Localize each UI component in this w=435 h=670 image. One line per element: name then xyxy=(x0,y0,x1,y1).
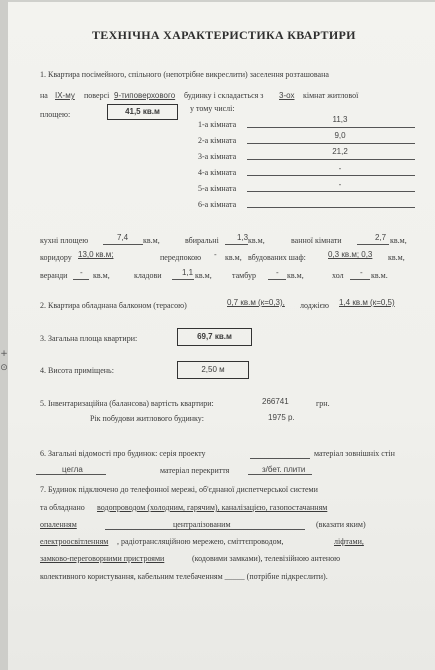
closets-label: вбудованих шаф: xyxy=(248,253,306,262)
kitchen-label: кухні площею xyxy=(40,236,89,245)
s7-line6: колективного користування, кабельним телебаченням _____ (потрібне підкреслити). xyxy=(40,572,328,581)
living-area-label: площею: xyxy=(40,110,71,119)
kvm-unit: кв.м, xyxy=(388,253,405,262)
project-series-line xyxy=(250,458,310,459)
rooms-count-label: кімнат житлової xyxy=(303,91,359,100)
closets-value: 0,3 кв.м; 0,3 xyxy=(328,250,373,259)
slab-material-line xyxy=(248,474,312,475)
hall-cold-line xyxy=(350,279,370,280)
plus-icon[interactable]: + xyxy=(0,349,8,359)
height-box: 2,50 м xyxy=(177,361,249,379)
building-label: будинку і складається з xyxy=(184,91,264,100)
kvm-unit: кв.м, xyxy=(143,236,160,245)
veranda-line xyxy=(73,279,89,280)
kvm-unit: кв.м, xyxy=(248,236,265,245)
page-title: ТЕХНІЧНА ХАРАКТЕРИСТИКА КВАРТИРИ xyxy=(92,28,356,42)
veranda-value: - xyxy=(80,268,83,277)
year-value: 1975 р. xyxy=(268,413,295,422)
corridor-label: коридору xyxy=(40,253,72,262)
currency-label: грн. xyxy=(316,399,330,408)
room-line xyxy=(247,143,415,144)
pantry-line xyxy=(172,279,194,280)
s2-label: 2. Квартира обладнана балконом (терасою) xyxy=(40,301,187,310)
s7-lifts: ліфтами, xyxy=(334,537,364,546)
room-label: 5-а кімната xyxy=(198,184,237,193)
s1-na: на xyxy=(40,91,48,100)
room-line xyxy=(247,159,415,160)
living-area-box: 41,5 кв.м xyxy=(107,104,178,120)
hall-cold-value: - xyxy=(360,268,363,277)
wall-material-label: матеріал зовнішніх стін xyxy=(314,449,395,458)
including-label: у тому числі: xyxy=(190,104,235,113)
slab-material-label: матеріал перекриття xyxy=(160,466,230,475)
total-area-box: 69,7 кв.м xyxy=(177,328,252,346)
balcony-value: 0,7 кв.м (к=0,3), xyxy=(227,298,285,307)
veranda-label: веранди xyxy=(40,271,68,280)
vestibule-label: тамбур xyxy=(232,271,256,280)
vestibule-line xyxy=(268,279,286,280)
s6-label: 6. Загальні відомості про будинок: серія проекту xyxy=(40,449,206,458)
inventory-value-label: 5. Інвентаризаційна (балансова) вартість квартири: xyxy=(40,399,214,408)
s1-line1: 1. Квартира посімейного, спільного (непотрібне викреслити) заселення розташована xyxy=(40,70,329,79)
kvm-unit: кв.м, xyxy=(93,271,110,280)
floor-value: IX-му xyxy=(55,91,75,100)
room-value: 21,2 xyxy=(332,147,348,156)
bath-line xyxy=(357,244,389,245)
loggia-label: лоджією xyxy=(300,301,329,310)
room-line xyxy=(247,191,415,192)
pantry-value: 1,1 xyxy=(182,268,194,277)
s7-line2a: та обладнано xyxy=(40,503,85,512)
kitchen-value: 7,4 xyxy=(117,233,129,242)
toilet-value: 1,3 xyxy=(237,233,249,242)
slab-material-value: з/бет. плити xyxy=(262,465,306,474)
floor-label: поверсі xyxy=(84,91,110,100)
s7-line5b: (кодовими замками), телевізійною антеною xyxy=(192,554,341,563)
storeys-value: 9-типоверхового xyxy=(114,91,176,100)
room-label: 2-а кімната xyxy=(198,136,237,145)
s7-line4b: , радіотрансляційною мережею, сміттєпроводом, xyxy=(117,537,284,546)
toilet-line xyxy=(225,244,248,245)
vestibule-value: - xyxy=(276,268,279,277)
s7-heating-type: централізованим xyxy=(173,520,231,529)
s7-intercom: замково-переговорними пристроями xyxy=(40,554,165,563)
room-label: 6-а кімната xyxy=(198,200,237,209)
corridor-value: 13,0 кв.м; xyxy=(78,250,114,259)
kvm-unit: кв.м, xyxy=(225,253,242,262)
bath-value: 2,7 xyxy=(375,233,387,242)
room-value: 11,3 xyxy=(332,115,348,124)
bath-label: ванної кімнати xyxy=(291,236,342,245)
room-label: 4-а кімната xyxy=(198,168,237,177)
loggia-value: 1,4 кв.м (к=0,5) xyxy=(339,298,395,307)
kvm-unit: кв.м. xyxy=(371,271,388,280)
kitchen-line xyxy=(103,244,143,245)
rooms-count-value: 3-ох xyxy=(279,91,295,100)
hall-label: передпокою xyxy=(160,253,202,262)
viewer-edge xyxy=(0,0,8,670)
wall-material-value: цегла xyxy=(62,465,83,474)
kvm-unit: кв.м, xyxy=(390,236,407,245)
room-label: 1-а кімната xyxy=(198,120,237,129)
s7-line1: 7. Будинок підключено до телефонної мережі, об'єднаної диспетчерської системи xyxy=(40,485,318,494)
room-line xyxy=(247,127,415,128)
inventory-value: 266741 xyxy=(262,397,289,406)
kvm-unit: кв.м, xyxy=(287,271,304,280)
toilet-label: вбиральні xyxy=(185,236,219,245)
pantry-label: кладови xyxy=(134,271,162,280)
s7-lighting: електроосвітленням xyxy=(40,537,109,546)
total-area-label: 3. Загальна площа квартири: xyxy=(40,334,138,343)
room-line xyxy=(247,207,415,208)
kvm-unit: кв.м, xyxy=(195,271,212,280)
room-value: - xyxy=(338,164,342,173)
year-label: Рік побудови житлового будинку: xyxy=(90,414,204,423)
room-value: - xyxy=(338,180,342,189)
s7-specify: (вказати яким) xyxy=(316,520,366,529)
s7-heating: опаленням xyxy=(40,520,77,529)
ring-icon[interactable]: ⊙ xyxy=(0,363,8,373)
hall-cold-label: хол xyxy=(332,271,344,280)
room-label: 3-а кімната xyxy=(198,152,237,161)
room-line xyxy=(247,175,415,176)
height-label: 4. Висота приміщень: xyxy=(40,366,114,375)
s7-line2b: водопроводом (холодним, гарячим), каналізацією, газопостачанням xyxy=(97,503,328,512)
room-value: 9,0 xyxy=(334,131,346,140)
hall-value: - xyxy=(214,250,217,259)
